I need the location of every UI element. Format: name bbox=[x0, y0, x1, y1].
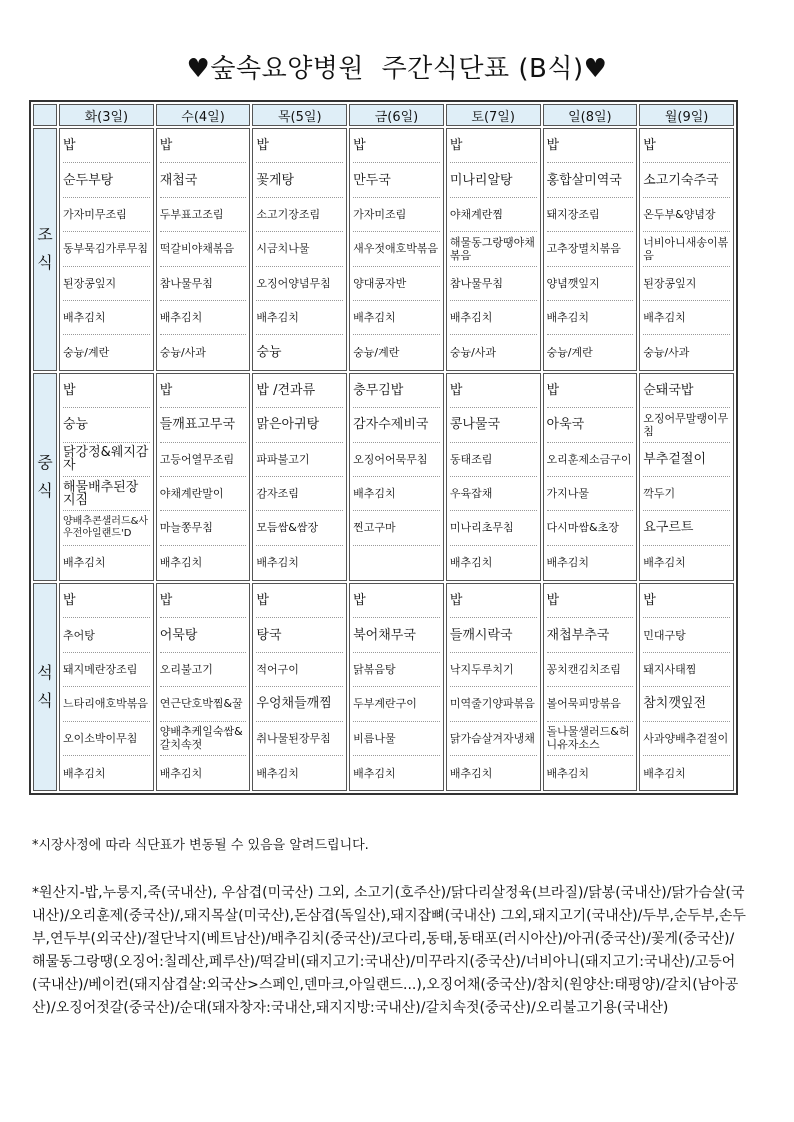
menu-item: 꽃게탕 bbox=[256, 163, 343, 197]
menu-item: 모듬쌈&쌈장 bbox=[256, 511, 343, 545]
menu-cell bbox=[446, 373, 541, 581]
menu-item: 숭늉 bbox=[63, 408, 150, 442]
menu-item: 순돼국밥 bbox=[643, 374, 730, 408]
menu-item: 재첩국 bbox=[160, 163, 247, 197]
meal-label-char: 식 bbox=[37, 253, 53, 273]
menu-item: 밥 bbox=[160, 584, 247, 618]
menu-item: 비름나물 bbox=[353, 722, 440, 756]
menu-cell bbox=[156, 373, 251, 581]
menu-item: 참치깻잎전 bbox=[643, 687, 730, 721]
menu-item: 밥 bbox=[547, 129, 634, 163]
menu-item: 콩나물국 bbox=[450, 408, 537, 442]
menu-item: 밥 /견과류 bbox=[256, 374, 343, 408]
menu-item: 배추김치 bbox=[353, 301, 440, 335]
menu-item: 들깨시락국 bbox=[450, 618, 537, 652]
menu-cell bbox=[252, 128, 347, 371]
menu-item: 배추김치 bbox=[643, 301, 730, 335]
menu-item: 밥 bbox=[63, 374, 150, 408]
menu-cell bbox=[349, 373, 444, 581]
day-header: 수(4일) bbox=[156, 104, 251, 126]
meal-label-char: 중 bbox=[37, 452, 53, 472]
menu-item: 볼어묵피망볶음 bbox=[547, 687, 634, 721]
menu-cell bbox=[59, 373, 154, 581]
day-header: 화(3일) bbox=[59, 104, 154, 126]
weekly-menu-table bbox=[29, 100, 738, 795]
change-notice: *시장사정에 따라 식단표가 변동될 수 있음을 알려드립니다. bbox=[32, 838, 369, 853]
menu-item: 부추겉절이 bbox=[643, 443, 730, 477]
menu-item: 사과양배추겉절이 bbox=[643, 722, 730, 756]
menu-cell bbox=[543, 128, 638, 371]
menu-item: 꽁치캔김치조림 bbox=[547, 653, 634, 687]
menu-item: 참나물무침 bbox=[160, 267, 247, 301]
menu-item: 동부묵김가루무침 bbox=[63, 232, 150, 266]
menu-item: 가자미조림 bbox=[353, 198, 440, 232]
menu-item: 두부계란구이 bbox=[353, 687, 440, 721]
menu-item: 떡갈비야채볶음 bbox=[160, 232, 247, 266]
menu-item: 밥 bbox=[256, 129, 343, 163]
menu-item: 요구르트 bbox=[643, 511, 730, 545]
menu-item: 어묵탕 bbox=[160, 618, 247, 652]
menu-item: 배추김치 bbox=[159, 766, 203, 780]
menu-item: 소고기숙주국 bbox=[643, 163, 730, 197]
menu-item: 배추김치 bbox=[643, 766, 686, 780]
menu-item: 양념깻잎지 bbox=[547, 267, 634, 301]
menu-item: 오이소박이무침 bbox=[63, 722, 150, 756]
menu-cell bbox=[349, 583, 444, 791]
menu-item: 야채계란찜 bbox=[450, 198, 537, 232]
menu-item: 해물배추된장지짐 bbox=[63, 477, 150, 511]
menu-cell bbox=[639, 583, 734, 791]
day-header: 일(8일) bbox=[543, 104, 638, 126]
menu-item: 배추김치 bbox=[449, 556, 493, 570]
menu-item: 돼지장조림 bbox=[547, 198, 634, 232]
menu-item: 배추김치 bbox=[159, 556, 203, 570]
menu-item: 홍합살미역국 bbox=[547, 163, 634, 197]
menu-item: 배추김치 bbox=[256, 301, 343, 335]
menu-item: 숭늉/계란 bbox=[63, 346, 110, 360]
menu-item: 배추김치 bbox=[160, 301, 247, 335]
menu-item: 새우젓애호박볶음 bbox=[353, 232, 440, 266]
menu-item: 맑은아귀탕 bbox=[256, 408, 343, 442]
day-header: 토(7일) bbox=[446, 104, 541, 126]
menu-item: 배추김치 bbox=[256, 556, 299, 570]
menu-item: 미나리초무침 bbox=[450, 511, 537, 545]
menu-item: 닭강정&웨지감자 bbox=[63, 443, 150, 477]
menu-item: 온두부&양념장 bbox=[643, 198, 730, 232]
menu-item: 미나리알탕 bbox=[450, 163, 537, 197]
menu-item: 깍두기 bbox=[643, 477, 730, 511]
menu-item: 우육잡채 bbox=[450, 477, 537, 511]
menu-item: 다시마쌈&초장 bbox=[547, 511, 634, 545]
menu-item: 취나물된장무침 bbox=[256, 722, 343, 756]
menu-cell bbox=[59, 128, 154, 371]
menu-item: 밥 bbox=[256, 584, 343, 618]
meal-row bbox=[33, 128, 734, 371]
menu-item: 아욱국 bbox=[547, 408, 634, 442]
menu-item: 숭늉/사과 bbox=[159, 346, 206, 360]
menu-item: 숭늉/계란 bbox=[353, 346, 400, 360]
menu-item: 숭늉/사과 bbox=[449, 346, 497, 360]
menu-item: 배추김치 bbox=[643, 556, 686, 570]
menu-item: 배추김치 bbox=[449, 766, 493, 780]
menu-item: 감자수제비국 bbox=[353, 408, 440, 442]
menu-cell bbox=[252, 583, 347, 791]
menu-item: 민대구탕 bbox=[643, 618, 730, 652]
menu-cell bbox=[59, 583, 154, 791]
menu-item: 재첩부추국 bbox=[547, 618, 634, 652]
menu-item: 밥 bbox=[160, 129, 247, 163]
menu-item: 밥 bbox=[450, 584, 537, 618]
menu-item: 양대콩자반 bbox=[353, 267, 440, 301]
menu-item: 들깨표고무국 bbox=[160, 408, 247, 442]
menu-item: 숭늉/사과 bbox=[643, 346, 690, 360]
menu-item: 숭늉 bbox=[256, 345, 282, 361]
menu-item: 탕국 bbox=[256, 618, 343, 652]
menu-item: 감자조림 bbox=[256, 477, 343, 511]
day-header: 금(6일) bbox=[349, 104, 444, 126]
menu-item: 낙지두루치기 bbox=[450, 653, 537, 687]
menu-item: 밥 bbox=[353, 584, 440, 618]
menu-item: 밥 bbox=[63, 584, 150, 618]
corner-cell bbox=[33, 104, 57, 126]
meal-row bbox=[33, 583, 734, 791]
menu-item: 해물동그랑땡야채볶음 bbox=[450, 232, 537, 266]
menu-item: 밥 bbox=[547, 584, 634, 618]
menu-item: 두부표고조림 bbox=[160, 198, 247, 232]
menu-cell bbox=[639, 373, 734, 581]
menu-item: 참나물무침 bbox=[450, 267, 537, 301]
menu-item: 오리불고기 bbox=[160, 653, 247, 687]
menu-item: 충무김밥 bbox=[353, 374, 440, 408]
day-header-row bbox=[33, 104, 734, 126]
menu-item: 오징어양념무침 bbox=[256, 267, 343, 301]
menu-item: 배추김치 bbox=[546, 766, 590, 780]
menu-item: 적어구이 bbox=[256, 653, 343, 687]
menu-item: 만두국 bbox=[353, 163, 440, 197]
meal-label-char: 식 bbox=[37, 691, 53, 711]
menu-item: 밥 bbox=[353, 129, 440, 163]
menu-item: 파파불고기 bbox=[256, 443, 343, 477]
origin-notice: *원산지-밥,누룽지,죽(국내산), 우삼겹(미국산) 그외, 소고기(호주산)/닭다리살정육(브라질)/닭봉(국내산)/닭가슴살(국내산)/오리훈제(중국산)/,돼지목살(미국산),돈삼겹(독일산),돼지잡뼈(국내산) 그외,돼지고기(국내산)/두부,순두부,손두부,연두부(외국산)/절단낙지(베트남산)/배추김치(중국산)/코다리,동태,동태포(러시아산)/아귀(중국산)/꽃게(중국산)/해물동그랑땡(오징어:칠레산,페루산)/떡갈비(돼지고기:국내산)/미꾸라지(중국산)/너비아니(돼지고기:국내산)/고등어(국내산)/베이컨(돼지삼겹살:외국산>스페인,덴마크,아일랜드...),오징어채(중국산)/참치(원양산:태평양)/갈치(남아공산)/오징어젓갈(중국산)/순대(돼자창자:국내산,돼지지방:국내산)/갈치속젓(중국산)/오리불고기용(국내산) bbox=[32, 885, 746, 1016]
menu-item: 밥 bbox=[643, 584, 730, 618]
menu-item: 오리훈제소금구이 bbox=[547, 443, 634, 477]
menu-cell bbox=[349, 128, 444, 371]
meal-label bbox=[33, 128, 57, 371]
menu-item: 배추김치 bbox=[546, 556, 590, 570]
menu-item: 닭볶음탕 bbox=[353, 653, 440, 687]
menu-item: 밥 bbox=[450, 129, 537, 163]
menu-item: 숭늉/계란 bbox=[546, 346, 593, 360]
menu-item: 배추김치 bbox=[256, 766, 299, 780]
meal-label bbox=[33, 373, 57, 581]
menu-item: 연근단호박찜&꿀 bbox=[160, 687, 247, 721]
menu-item: 배추김치 bbox=[63, 556, 106, 570]
menu-cell bbox=[252, 373, 347, 581]
menu-item: 양배추케일숙쌈&갈치속젓 bbox=[160, 722, 247, 756]
menu-item: 순두부탕 bbox=[63, 163, 150, 197]
meal-label-char: 조 bbox=[37, 225, 53, 245]
menu-cell bbox=[543, 583, 638, 791]
meal-label-char: 식 bbox=[37, 480, 53, 500]
menu-item: 마늘쫑무침 bbox=[160, 511, 247, 545]
menu-item: 미역줄기양파볶음 bbox=[450, 687, 537, 721]
menu-item: 찐고구마 bbox=[353, 511, 440, 545]
day-header: 목(5일) bbox=[252, 104, 347, 126]
menu-item: 느타리애호박볶음 bbox=[63, 687, 150, 721]
menu-item: 추어탕 bbox=[63, 618, 150, 652]
menu-item: 우엉채들깨찜 bbox=[256, 687, 343, 721]
day-header: 월(9일) bbox=[639, 104, 734, 126]
menu-item: 오징어무말랭이무침 bbox=[643, 408, 730, 442]
menu-item: 고추장멸치볶음 bbox=[547, 232, 634, 266]
menu-item: 배추김치 bbox=[63, 301, 150, 335]
menu-item: 너비아니새송이볶음 bbox=[643, 232, 730, 266]
menu-item: 밥 bbox=[547, 374, 634, 408]
menu-item: 돌나물샐러드&허니유자소스 bbox=[547, 722, 634, 756]
menu-item: 배추김치 bbox=[63, 766, 106, 780]
menu-item: 가지나물 bbox=[547, 477, 634, 511]
menu-item: 돼지메란장조림 bbox=[63, 653, 150, 687]
menu-item: 된장콩잎지 bbox=[63, 267, 150, 301]
menu-item: 돼지사태찜 bbox=[643, 653, 730, 687]
menu-item bbox=[353, 546, 440, 580]
menu-item: 배추김치 bbox=[353, 766, 396, 780]
menu-item: 된장콩잎지 bbox=[643, 267, 730, 301]
menu-item: 가자미무조림 bbox=[63, 198, 150, 232]
menu-item: 시금치나물 bbox=[256, 232, 343, 266]
menu-cell bbox=[543, 373, 638, 581]
menu-item: 배추김치 bbox=[353, 477, 440, 511]
menu-item: 밥 bbox=[160, 374, 247, 408]
menu-item: 고등어열무조림 bbox=[160, 443, 247, 477]
menu-cell bbox=[446, 128, 541, 371]
menu-item: 배추김치 bbox=[547, 301, 634, 335]
menu-item: 밥 bbox=[450, 374, 537, 408]
meal-label-char: 석 bbox=[37, 663, 53, 683]
menu-item: 야채계란말이 bbox=[160, 477, 247, 511]
menu-item: 오징어어묵무침 bbox=[353, 443, 440, 477]
meal-label bbox=[33, 583, 57, 791]
menu-item: 닭가슴살겨자냉채 bbox=[450, 722, 537, 756]
menu-item: 동태조림 bbox=[450, 443, 537, 477]
menu-cell bbox=[156, 583, 251, 791]
page-title: ♥숲속요양병원 주간식단표 (B식)♥ bbox=[186, 54, 608, 84]
menu-item: 북어채무국 bbox=[353, 618, 440, 652]
menu-cell bbox=[446, 583, 541, 791]
menu-cell bbox=[639, 128, 734, 371]
meal-row bbox=[33, 373, 734, 581]
menu-item: 양배추콘샐러드&사우전아일랜드'D bbox=[63, 511, 150, 545]
menu-item: 소고기장조림 bbox=[256, 198, 343, 232]
menu-item: 밥 bbox=[63, 129, 150, 163]
menu-item: 배추김치 bbox=[450, 301, 537, 335]
menu-item: 밥 bbox=[643, 129, 730, 163]
menu-cell bbox=[156, 128, 251, 371]
